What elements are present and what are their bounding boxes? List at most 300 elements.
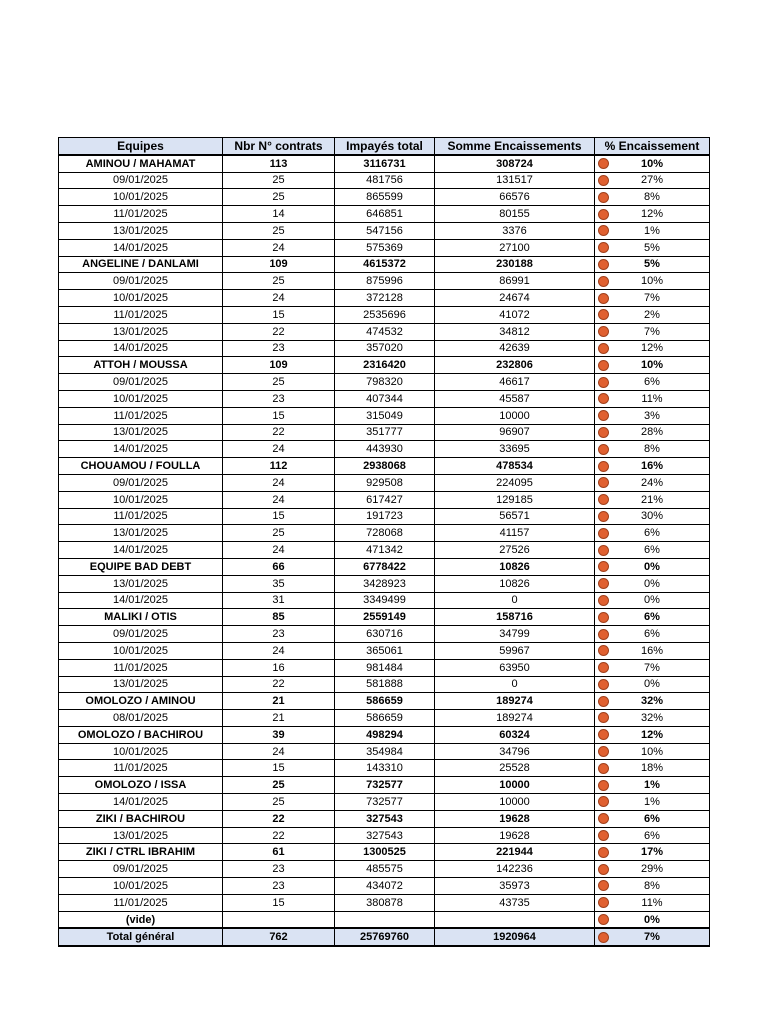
date-row [59,172,710,189]
red-circle-icon [598,192,609,203]
row-unpaid: 327543 [335,810,435,827]
row-label: 09/01/2025 [59,374,223,391]
row-contracts: 22 [223,810,335,827]
red-circle-icon [598,847,609,858]
row-collected: 59967 [435,642,595,659]
row-unpaid: 6778422 [335,558,435,575]
row-collected: 63950 [435,659,595,676]
date-row [59,189,710,206]
red-circle-icon [598,242,609,253]
row-label: 10/01/2025 [59,642,223,659]
row-label: OMOLOZO / AMINOU [59,693,223,710]
date-row [59,794,710,811]
date-row [59,441,710,458]
row-collected [435,911,595,928]
row-collected: 27526 [435,542,595,559]
row-contracts: 23 [223,878,335,895]
row-unpaid: 586659 [335,710,435,727]
row-label: 14/01/2025 [59,340,223,357]
row-pct-cell [595,642,710,659]
row-unpaid: 3349499 [335,592,435,609]
row-pct-cell [595,575,710,592]
row-pct-cell [595,357,710,374]
row-contracts: 23 [223,626,335,643]
row-contracts: 25 [223,777,335,794]
row-contracts: 25 [223,525,335,542]
row-collected: 129185 [435,491,595,508]
row-contracts: 31 [223,592,335,609]
row-unpaid: 732577 [335,777,435,794]
row-pct: 1% [644,779,660,792]
red-circle-icon [598,712,609,723]
row-pct: 0% [644,678,660,691]
red-circle-icon [598,729,609,740]
row-contracts: 25 [223,222,335,239]
row-collected: 24674 [435,290,595,307]
row-pct: 8% [644,191,660,204]
date-row [59,222,710,239]
row-pct-cell [595,306,710,323]
row-unpaid: 547156 [335,222,435,239]
row-pct-cell [595,659,710,676]
red-circle-icon [598,477,609,488]
red-circle-icon [598,209,609,220]
row-label: 09/01/2025 [59,474,223,491]
row-pct: 32% [640,711,664,724]
row-contracts: 66 [223,558,335,575]
row-label: 10/01/2025 [59,290,223,307]
row-label: 11/01/2025 [59,508,223,525]
row-label: MALIKI / OTIS [59,609,223,626]
row-label: 11/01/2025 [59,407,223,424]
date-row [59,491,710,508]
row-collected: 10826 [435,558,595,575]
row-unpaid: 498294 [335,726,435,743]
row-label: 14/01/2025 [59,542,223,559]
row-pct-cell [595,626,710,643]
total-pct: 7% [644,931,660,944]
row-pct: 6% [644,527,660,540]
date-row [59,592,710,609]
row-collected: 42639 [435,340,595,357]
row-label: ZIKI / BACHIROU [59,810,223,827]
row-pct-cell [595,340,710,357]
row-pct-cell [595,323,710,340]
row-contracts: 23 [223,340,335,357]
row-collected: 27100 [435,239,595,256]
date-row [59,659,710,676]
row-unpaid: 407344 [335,390,435,407]
row-unpaid: 485575 [335,861,435,878]
red-circle-icon [598,864,609,875]
red-circle-icon [598,293,609,304]
red-circle-icon [598,578,609,589]
row-contracts: 61 [223,844,335,861]
row-pct-cell [595,206,710,223]
red-circle-icon [598,427,609,438]
row-collected: 308724 [435,155,595,172]
red-circle-icon [598,880,609,891]
team-row [59,609,710,626]
row-pct-cell [595,374,710,391]
team-row [59,777,710,794]
date-row [59,374,710,391]
row-pct: 0% [644,913,660,926]
row-contracts: 112 [223,458,335,475]
row-pct: 6% [644,628,660,640]
row-contracts: 39 [223,726,335,743]
row-pct-cell [595,441,710,458]
red-circle-icon [598,494,609,505]
row-pct: 6% [644,376,660,389]
row-contracts [223,911,335,928]
row-pct: 5% [644,258,660,271]
total-unpaid: 25769760 [335,928,435,946]
date-row [59,306,710,323]
row-label: 11/01/2025 [59,206,223,223]
total-pct-cell [595,928,710,946]
row-label: ANGELINE / DANLAMI [59,256,223,273]
red-circle-icon [598,225,609,236]
date-row [59,878,710,895]
row-collected: 60324 [435,726,595,743]
row-pct-cell [595,542,710,559]
row-pct: 29% [640,863,664,876]
row-unpaid: 443930 [335,441,435,458]
row-collected: 66576 [435,189,595,206]
header-unpaid: Impayés total [335,138,435,155]
row-pct-cell [595,794,710,811]
red-circle-icon [598,914,609,925]
row-pct-cell [595,844,710,861]
row-collected: 230188 [435,256,595,273]
row-pct: 7% [644,292,660,305]
row-pct: 8% [644,443,660,456]
row-collected: 34812 [435,323,595,340]
row-collected: 41072 [435,306,595,323]
row-contracts: 22 [223,676,335,693]
row-collected: 158716 [435,609,595,626]
row-label: ATTOH / MOUSSA [59,357,223,374]
row-unpaid: 327543 [335,827,435,844]
row-contracts: 24 [223,542,335,559]
row-unpaid: 481756 [335,172,435,189]
row-label: 10/01/2025 [59,189,223,206]
row-pct-cell [595,911,710,928]
row-contracts: 35 [223,575,335,592]
row-contracts: 22 [223,424,335,441]
date-row [59,827,710,844]
date-row [59,424,710,441]
row-label: 08/01/2025 [59,710,223,727]
row-pct-cell [595,676,710,693]
row-pct-cell [595,491,710,508]
row-collected: 0 [435,676,595,693]
row-pct-cell [595,743,710,760]
row-label: 09/01/2025 [59,172,223,189]
row-collected: 43735 [435,894,595,911]
total-label: Total général [59,928,223,946]
row-pct-cell [595,810,710,827]
row-collected: 86991 [435,273,595,290]
red-circle-icon [598,612,609,623]
row-contracts: 113 [223,155,335,172]
total-row [59,928,710,946]
row-pct-cell [595,172,710,189]
row-label: 10/01/2025 [59,743,223,760]
red-circle-icon [598,763,609,774]
row-pct: 17% [640,846,664,859]
row-pct-cell [595,726,710,743]
row-collected: 19628 [435,810,595,827]
row-contracts: 24 [223,642,335,659]
row-unpaid: 3428923 [335,575,435,592]
row-collected: 41157 [435,525,595,542]
date-row [59,642,710,659]
row-contracts: 24 [223,474,335,491]
red-circle-icon [598,595,609,606]
row-unpaid: 798320 [335,374,435,391]
row-contracts: 24 [223,743,335,760]
row-pct-cell [595,609,710,626]
red-circle-icon [598,696,609,707]
red-circle-icon [598,830,609,841]
row-collected: 35973 [435,878,595,895]
date-row [59,407,710,424]
row-label: 09/01/2025 [59,273,223,290]
date-row [59,626,710,643]
team-row [59,693,710,710]
row-contracts: 23 [223,861,335,878]
row-contracts: 25 [223,794,335,811]
row-pct: 16% [640,644,664,657]
row-pct: 2% [644,308,660,321]
row-contracts: 109 [223,357,335,374]
red-circle-icon [598,444,609,455]
row-collected: 189274 [435,693,595,710]
row-collected: 10000 [435,777,595,794]
header-row [59,138,710,155]
row-collected: 45587 [435,390,595,407]
row-pct: 16% [640,460,664,473]
date-row [59,710,710,727]
date-row [59,743,710,760]
row-unpaid: 586659 [335,693,435,710]
row-pct: 12% [640,342,664,355]
row-contracts: 23 [223,390,335,407]
header-collected: Somme Encaissements [435,138,595,155]
row-unpaid: 191723 [335,508,435,525]
row-collected: 189274 [435,710,595,727]
row-contracts: 25 [223,189,335,206]
row-unpaid: 4615372 [335,256,435,273]
date-row [59,525,710,542]
red-circle-icon [598,393,609,404]
row-pct-cell [595,424,710,441]
row-collected: 34796 [435,743,595,760]
red-circle-icon [598,343,609,354]
row-label: 13/01/2025 [59,676,223,693]
row-pct: 8% [644,879,660,892]
red-circle-icon [598,746,609,757]
row-pct-cell [595,189,710,206]
row-label: ZIKI / CTRL IBRAHIM [59,844,223,861]
red-circle-icon [598,461,609,472]
row-unpaid: 2559149 [335,609,435,626]
row-pct: 0% [644,594,660,607]
row-unpaid: 354984 [335,743,435,760]
row-pct: 21% [640,493,664,506]
row-label: 13/01/2025 [59,575,223,592]
row-collected: 19628 [435,827,595,844]
row-pct: 32% [640,695,664,708]
row-pct: 0% [644,577,660,590]
team-row [59,911,710,928]
row-unpaid: 315049 [335,407,435,424]
row-label: 09/01/2025 [59,626,223,643]
row-unpaid: 365061 [335,642,435,659]
header-equipes: Equipes [59,138,223,155]
row-pct-cell [595,290,710,307]
red-circle-icon [598,259,609,270]
date-row [59,575,710,592]
row-contracts: 22 [223,827,335,844]
red-circle-icon [598,158,609,169]
row-label: 10/01/2025 [59,878,223,895]
row-label: 11/01/2025 [59,894,223,911]
row-collected: 25528 [435,760,595,777]
date-row [59,206,710,223]
team-row [59,458,710,475]
row-collected: 478534 [435,458,595,475]
row-unpaid: 646851 [335,206,435,223]
row-collected: 33695 [435,441,595,458]
row-contracts: 15 [223,306,335,323]
date-row [59,760,710,777]
red-circle-icon [598,679,609,690]
date-row [59,323,710,340]
row-label: 13/01/2025 [59,222,223,239]
row-pct: 7% [644,661,660,674]
row-label: 11/01/2025 [59,760,223,777]
row-pct-cell [595,894,710,911]
row-pct-cell [595,155,710,172]
row-pct: 30% [640,510,664,523]
row-label: OMOLOZO / BACHIROU [59,726,223,743]
row-unpaid: 732577 [335,794,435,811]
total-contracts: 762 [223,928,335,946]
row-pct-cell [595,710,710,727]
row-label: 13/01/2025 [59,323,223,340]
row-pct-cell [595,760,710,777]
row-collected: 131517 [435,172,595,189]
row-label: OMOLOZO / ISSA [59,777,223,794]
row-pct: 6% [644,812,660,825]
row-contracts: 21 [223,693,335,710]
row-pct-cell [595,777,710,794]
row-contracts: 14 [223,206,335,223]
row-pct-cell [595,256,710,273]
row-contracts: 25 [223,172,335,189]
row-pct-cell [595,508,710,525]
row-pct: 11% [641,392,663,405]
row-contracts: 24 [223,239,335,256]
row-contracts: 85 [223,609,335,626]
total-collected: 1920964 [435,928,595,946]
row-label: 11/01/2025 [59,659,223,676]
row-unpaid: 434072 [335,878,435,895]
row-unpaid: 865599 [335,189,435,206]
red-circle-icon [598,796,609,807]
row-pct-cell [595,222,710,239]
row-contracts: 15 [223,407,335,424]
red-circle-icon [598,360,609,371]
row-pct: 24% [640,476,664,489]
row-pct: 10% [640,157,664,170]
red-circle-icon [598,629,609,640]
row-pct-cell [595,273,710,290]
row-label: 14/01/2025 [59,794,223,811]
row-pct: 11% [641,896,663,909]
encaissement-table [58,137,710,947]
row-contracts: 15 [223,508,335,525]
red-circle-icon [598,528,609,539]
row-pct-cell [595,390,710,407]
row-pct-cell [595,474,710,491]
row-unpaid: 1300525 [335,844,435,861]
row-contracts: 15 [223,760,335,777]
row-collected: 3376 [435,222,595,239]
row-unpaid: 575369 [335,239,435,256]
red-circle-icon [598,645,609,656]
row-contracts: 109 [223,256,335,273]
row-unpaid: 981484 [335,659,435,676]
row-contracts: 24 [223,441,335,458]
row-contracts: 25 [223,374,335,391]
row-pct: 6% [644,829,660,842]
row-pct-cell [595,878,710,895]
row-pct: 1% [644,224,660,237]
row-pct-cell [595,827,710,844]
row-contracts: 24 [223,290,335,307]
row-label: 13/01/2025 [59,525,223,542]
row-pct-cell [595,558,710,575]
row-pct: 0% [644,560,660,573]
team-row [59,155,710,172]
team-row [59,810,710,827]
row-pct-cell [595,407,710,424]
red-circle-icon [598,511,609,522]
row-collected: 96907 [435,424,595,441]
row-pct-cell [595,592,710,609]
row-pct: 7% [644,325,660,338]
row-label: 13/01/2025 [59,827,223,844]
red-circle-icon [598,813,609,824]
red-circle-icon [598,662,609,673]
row-unpaid: 372128 [335,290,435,307]
row-contracts: 21 [223,710,335,727]
team-row [59,844,710,861]
row-pct: 5% [644,241,660,254]
red-circle-icon [598,175,609,186]
date-row [59,340,710,357]
team-row [59,558,710,575]
row-pct-cell [595,525,710,542]
row-unpaid: 380878 [335,894,435,911]
row-contracts: 22 [223,323,335,340]
row-pct: 12% [640,208,664,221]
row-unpaid: 351777 [335,424,435,441]
